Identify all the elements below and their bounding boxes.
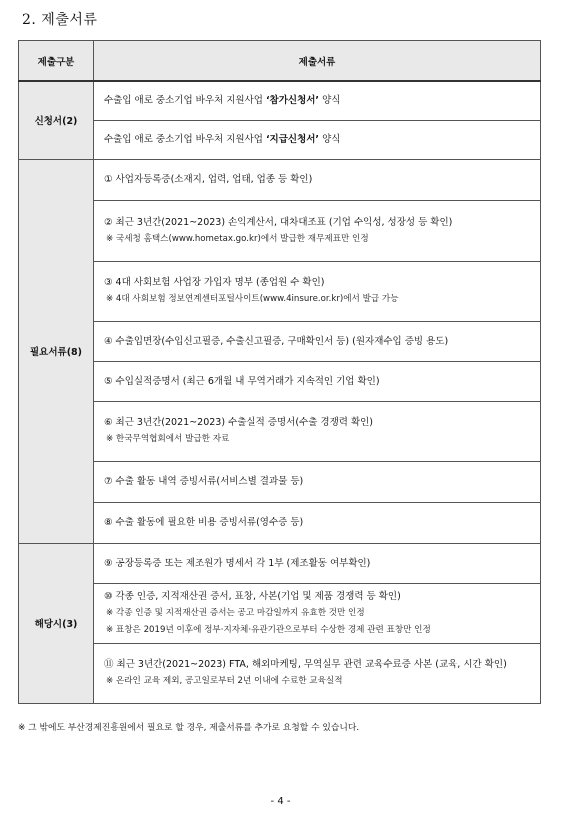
item-note: ※ 표창은 2019년 이후에 정부·지자체·유관기관으로부터 수상한 경제 관련 표창만 인정 (106, 624, 431, 635)
table-row (19, 583, 541, 643)
table-row (19, 200, 541, 261)
item-bold-text: ‘지급신청서’ (265, 134, 320, 145)
item-text: ② 최근 3년간(2021~2023) 손익계산서, 대차대조표 (기업 수익성, 성장성 등 확인) (104, 216, 453, 228)
table-row (19, 361, 541, 401)
category-application: 신청서(2) (19, 81, 94, 159)
item-text: ⑩ 각종 인증, 지적재산권 증서, 표창, 사본(기업 및 제품 경쟁력 등 확인) (104, 590, 401, 602)
section-title: 2. 제출서류 (22, 12, 98, 28)
table-row (19, 159, 541, 200)
item-note: ※ 국세청 홈택스(www.hometax.go.kr)에서 발급한 재무제표만 인정 (106, 233, 369, 244)
item-note: ※ 한국무역협회에서 발급한 자료 (106, 434, 230, 444)
item-text: 수출입 애로 중소기업 바우처 지원사업 (104, 95, 266, 107)
document-item (94, 159, 541, 200)
item-text: ⑥ 최근 3년간(2021~2023) 수출실적 증명서(수출 경쟁력 확인) (104, 417, 374, 428)
item-bold-text: ‘참가신청서’ (265, 95, 320, 107)
footnote: ※ 그 밖에도 부산경제진흥원에서 필요로 할 경우, 제출서류를 추가로 요청할 수 있습니다. (18, 723, 360, 733)
table-row (19, 120, 541, 159)
document-item (94, 361, 541, 401)
item-text: ⑨ 공장등록증 또는 제조원가 명세서 각 1부 (제조활동 여부확인) (104, 557, 371, 569)
table-row (19, 81, 541, 120)
document-item (94, 120, 541, 159)
header-category: 제출구분 (19, 41, 94, 82)
item-text: ③ 4대 사회보험 사업장 가입자 명부 (종업원 수 확인) (104, 277, 325, 288)
document-item (94, 543, 541, 583)
table-row (19, 543, 541, 583)
submission-documents-table (18, 40, 541, 704)
table-row (19, 643, 541, 703)
item-note: ※ 각종 인증 및 지적재산권 증서는 공고 마감일까지 유효한 것만 인정 (106, 607, 365, 618)
item-text: ④ 수출입면장(수입신고필증, 수출신고필증, 구매확인서 등) (원자재수입 증빙 용도) (104, 335, 449, 347)
document-item (94, 81, 541, 120)
page-number: - 4 - (270, 796, 291, 807)
item-note: ※ 온라인 교육 제외, 공고일로부터 2년 이내에 수료한 교육실적 (106, 676, 343, 686)
item-text: ⑪ 최근 3년간(2021~2023) FTA, 해외마케팅, 무역실무 관련 교육수료증 사본 (교육, 시간 확인) (104, 659, 507, 670)
category-if-applicable: 해당시(3) (19, 543, 94, 703)
table-row (19, 502, 541, 543)
document-item (94, 502, 541, 543)
header-documents: 제출서류 (94, 41, 541, 82)
item-text: ⑧ 수출 활동에 필요한 비용 증빙서류(영수증 등) (104, 517, 304, 528)
document-item (94, 583, 541, 643)
document-item (94, 461, 541, 502)
table-header-row (19, 41, 541, 82)
item-text: 양식 (319, 134, 341, 145)
item-text: ⑦ 수출 활동 내역 증빙서류(서비스별 결과물 등) (104, 476, 304, 487)
category-required: 필요서류(8) (19, 159, 94, 543)
document-item (94, 261, 541, 321)
table-row (19, 461, 541, 502)
item-text: ① 사업자등록증(소재지, 업력, 업태, 업종 등 확인) (104, 174, 313, 185)
table-row (19, 261, 541, 321)
document-item (94, 643, 541, 703)
item-text: ⑤ 수입실적증명서 (최근 6개월 내 무역거래가 지속적인 기업 확인) (104, 375, 380, 387)
document-item (94, 200, 541, 261)
item-text: 수출입 애로 중소기업 바우처 지원사업 (104, 134, 266, 145)
table-row (19, 401, 541, 461)
table-row (19, 321, 541, 361)
document-item (94, 401, 541, 461)
item-note: ※ 4대 사회보험 정보연계센터포털사이트(www.4insure.or.kr)에서 발급 가능 (106, 294, 399, 304)
item-text: 양식 (319, 95, 341, 107)
document-item (94, 321, 541, 361)
